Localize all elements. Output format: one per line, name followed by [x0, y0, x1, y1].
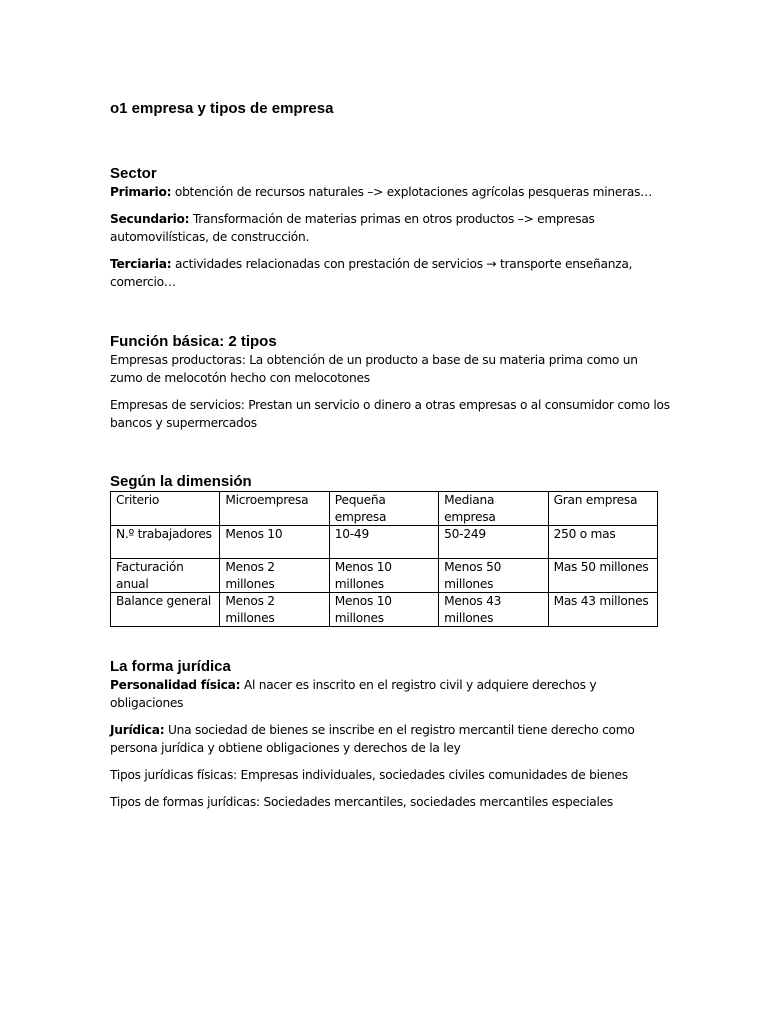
funcion-section [110, 333, 670, 441]
sector-heading: Sector [110, 165, 157, 182]
juridica-fisica-text: Al nacer es inscrito en el registro civil y adquiere derechos y obligaciones [110, 678, 597, 710]
juridica-heading: La forma jurídica [110, 658, 231, 675]
table-cell: 250 o mas [548, 526, 657, 559]
juridica-fisica [110, 676, 670, 712]
table-cell: Menos 10 millones [329, 593, 438, 627]
funcion-heading: Función básica: 2 tipos [110, 333, 277, 350]
sector-primario [110, 183, 670, 201]
table-cell: Balance general [111, 593, 220, 627]
sector-terciaria [110, 255, 670, 291]
sector-secundario [110, 210, 670, 246]
sector-section [110, 165, 670, 300]
table-cell: N.º trabajadores [111, 526, 220, 559]
sector-secundario-label: Secundario: [110, 212, 190, 226]
sector-primario-label: Primario: [110, 185, 172, 199]
table-row [111, 526, 658, 559]
table-cell: Facturación anual [111, 559, 220, 593]
table-cell: Mas 50 millones [548, 559, 657, 593]
juridica-section [110, 658, 670, 820]
dimension-heading: Según la dimensión [110, 473, 252, 490]
juridica-juridica-label: Jurídica: [110, 723, 165, 737]
juridica-tipos-formas: Tipos de formas jurídicas: Sociedades mercantiles, sociedades mercantiles especiales [110, 795, 614, 809]
juridica-juridica-text: Una sociedad de bienes se inscribe en el registro mercantil tiene derecho como persona jurídica y obtiene obligaciones y derechos de la ley [110, 723, 635, 755]
sector-primario-text: obtención de recursos naturales –> explotaciones agrícolas pesqueras mineras… [171, 185, 653, 199]
table-cell: Gran empresa [548, 492, 657, 526]
table-cell: Menos 50 millones [439, 559, 548, 593]
table-cell: 10-49 [329, 526, 438, 559]
table-cell: Menos 2 millones [220, 559, 329, 593]
juridica-juridica [110, 721, 670, 757]
sector-secundario-text: Transformación de materias primas en otros productos –> empresas automovilísticas, de construcción. [110, 212, 595, 244]
table-cell: Menos 2 millones [220, 593, 329, 627]
dimension-section [110, 473, 670, 627]
juridica-tipos-fisicas: Tipos jurídicas físicas: Empresas individuales, sociedades civiles comunidades de bienes [110, 768, 628, 782]
table-cell: Criterio [111, 492, 220, 526]
table-cell: Mediana empresa [439, 492, 548, 526]
table-cell: Mas 43 millones [548, 593, 657, 627]
table-row [111, 559, 658, 593]
table-cell: Pequeña empresa [329, 492, 438, 526]
table-row [111, 593, 658, 627]
table-row [111, 492, 658, 526]
table-cell: Menos 10 millones [329, 559, 438, 593]
funcion-productoras: Empresas productoras: La obtención de un producto a base de su materia prima como un zumo de melocotón hecho con melocotones [110, 353, 638, 385]
funcion-servicios: Empresas de servicios: Prestan un servicio o dinero a otras empresas o al consumidor como los bancos y supermercados [110, 398, 670, 430]
table-cell: 50-249 [439, 526, 548, 559]
sector-terciaria-text: actividades relacionadas con prestación de servicios → transporte enseñanza, comercio… [110, 257, 633, 289]
document-title: o1 empresa y tipos de empresa [110, 100, 334, 117]
dimension-table [110, 491, 658, 627]
table-cell: Microempresa [220, 492, 329, 526]
table-cell: Menos 43 millones [439, 593, 548, 627]
juridica-fisica-label: Personalidad física: [110, 678, 241, 692]
table-cell: Menos 10 [220, 526, 329, 559]
sector-terciaria-label: Terciaria: [110, 257, 172, 271]
